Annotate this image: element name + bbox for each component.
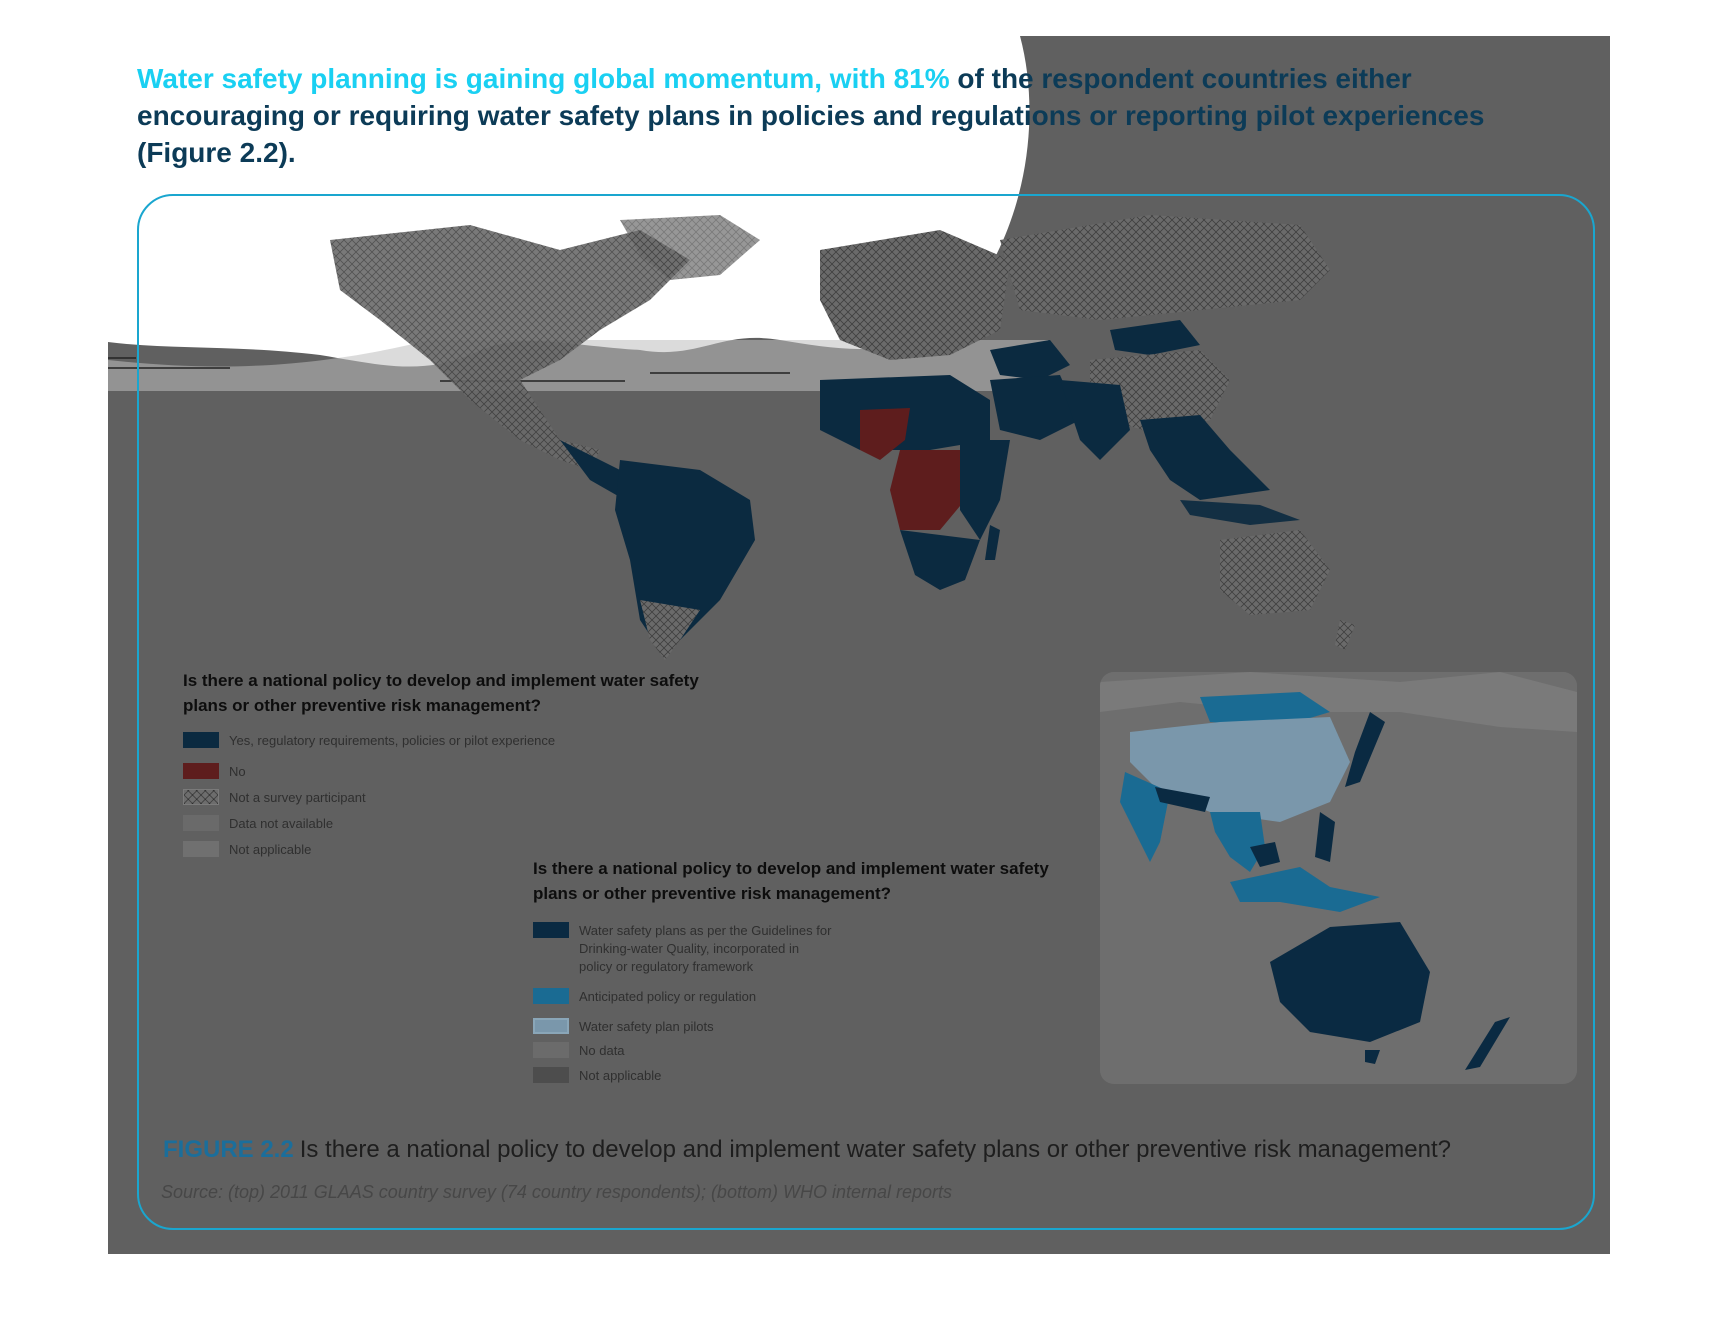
figure-caption — [163, 1136, 1583, 1164]
world-legend-item-not-participant — [183, 789, 366, 807]
southern-africa-region — [900, 530, 980, 590]
southeast-asia-region — [1140, 415, 1270, 500]
indonesia-region — [1180, 500, 1300, 525]
intro-text-dark: of the respondent countries either encouraging or requiring water safety plans in policies and regulations or reporting pilot experiences (Figure 2.2). — [137, 63, 1485, 168]
legend-swatch-not-applicable — [183, 841, 219, 857]
figure-label: FIGURE 2.2 — [163, 1136, 294, 1163]
legend-label: Yes, regulatory requirements, policies or pilot experience — [229, 733, 556, 748]
legend-swatch-yes — [183, 732, 219, 748]
north-america-region — [330, 225, 690, 470]
asia-pacific-inset-map — [1100, 672, 1577, 1084]
inset-legend-item-not-applicable — [533, 1067, 661, 1085]
world-legend-item-data-not-available — [183, 815, 333, 833]
legend-swatch-anticipated — [533, 988, 569, 1004]
inset-legend-title: Is there a national policy to develop and implement water safety plans or other preventive risk management? — [533, 859, 1049, 903]
legend-label: Water safety plan pilots — [579, 1019, 714, 1034]
legend-label: Not a survey participant — [229, 790, 366, 805]
australia-region — [1220, 530, 1330, 615]
russia-region — [1000, 215, 1330, 320]
legend-swatch-no — [183, 763, 219, 779]
intro-paragraph — [137, 60, 1557, 171]
madagascar-region — [985, 525, 1000, 560]
inset-legend-item-wsp-framework — [533, 922, 831, 976]
world-legend-item-not-applicable — [183, 841, 311, 859]
legend-swatch-no-data — [533, 1042, 569, 1058]
legend-label: No data — [579, 1043, 625, 1058]
legend-label: Not applicable — [579, 1068, 662, 1083]
europe-region — [820, 230, 1010, 360]
mongolia-region — [1110, 320, 1200, 355]
inset-map-svg — [1100, 672, 1577, 1084]
figure-caption-text: Is there a national policy to develop and implement water safety plans or other preventive risk management? — [299, 1136, 1451, 1163]
legend-swatch-data-not-available — [183, 815, 219, 831]
inset-legend-item-no-data — [533, 1042, 625, 1060]
world-legend-item-yes — [183, 732, 555, 750]
legend-swatch-wsp-framework — [533, 922, 569, 938]
legend-label: Data not available — [229, 816, 334, 831]
legend-swatch-not-applicable — [533, 1067, 569, 1083]
legend-swatch-crosshatch — [183, 789, 219, 805]
legend-label: Anticipated policy or regulation — [579, 989, 757, 1004]
south-america-south-region — [640, 600, 700, 660]
new-zealand-region — [1335, 620, 1355, 650]
central-asia-region — [990, 340, 1070, 380]
world-legend-title: Is there a national policy to develop and implement water safety plans or other preventive risk management? — [183, 671, 699, 715]
inset-legend-item-anticipated — [533, 988, 756, 1006]
central-africa-no-region — [890, 450, 965, 530]
legend-label: No — [229, 764, 246, 779]
world-legend-item-no — [183, 763, 246, 781]
intro-text-bright: Water safety planning is gaining global momentum, with 81% — [137, 63, 958, 94]
inset-legend-item-pilots — [533, 1018, 714, 1036]
east-africa-region — [960, 440, 1010, 540]
legend-label: Water safety plans as per the Guidelines for Drinking-water Quality, incorporated in policy or regulatory framework — [579, 923, 832, 974]
legend-swatch-pilots — [533, 1018, 569, 1034]
legend-label: Not applicable — [229, 842, 312, 857]
figure-source: Source: (top) 2011 GLAAS country survey (74 country respondents); (bottom) WHO internal reports — [161, 1182, 953, 1202]
